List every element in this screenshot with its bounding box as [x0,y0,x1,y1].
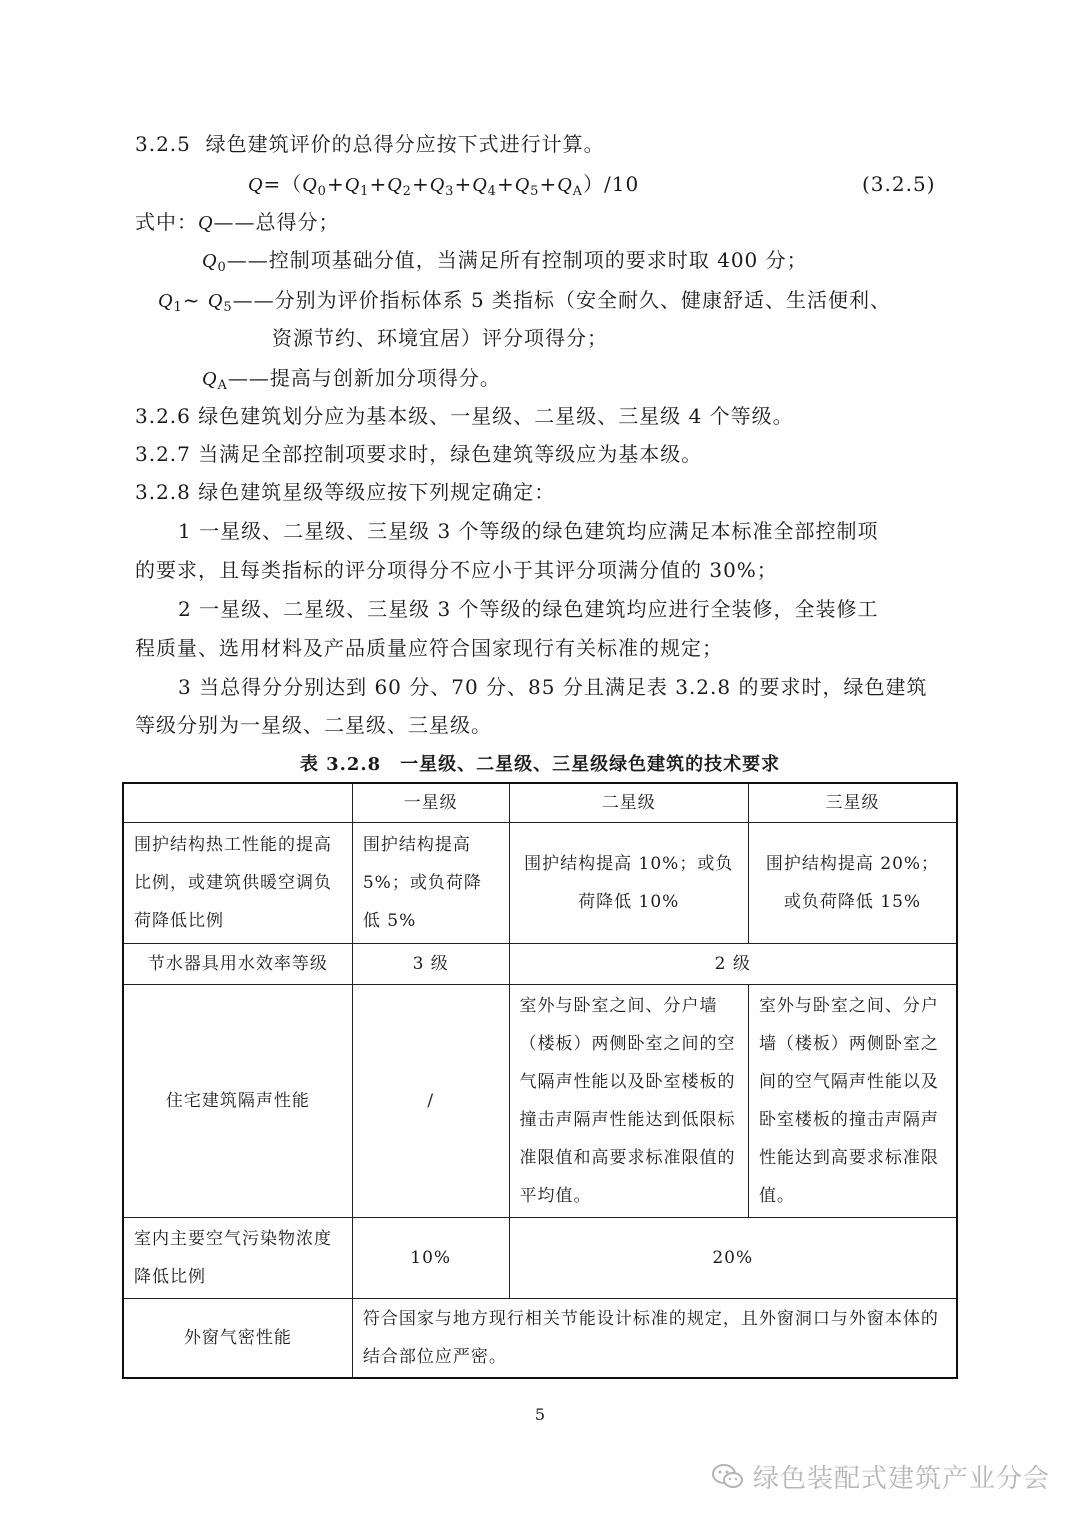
table-header-cell: 三星级 [748,783,957,823]
table-cell: 室外与卧室之间、分户墙（楼板）两侧卧室之间的空气隔声性能以及卧室楼板的撞击声隔声性能达到高要求标准限值。 [748,985,957,1218]
table-caption: 表 3.2.8 一星级、二星级、三星级绿色建筑的技术要求 [299,754,781,775]
item-3-line-2: 等级分别为一星级、二星级、三星级。 [135,713,492,737]
wechat-icon [711,1462,745,1492]
requirements-table [122,782,958,1379]
row-label: 围护结构热工性能的提高比例，或建筑供暖空调负荷降低比例 [123,823,352,944]
row-label: 节水器具用水效率等级 [123,944,352,985]
table-header-cell: 一星级 [352,783,509,823]
watermark-text: 绿色装配式建筑产业分会 [752,1464,1050,1494]
item-1-line-1: 1 一星级、二星级、三星级 3 个等级的绿色建筑均应满足本标准全部控制项 [178,519,879,543]
table-cell: 3 级 [352,944,509,985]
table-cell: 围护结构提高 10%；或负荷降低 10% [509,823,748,944]
table-header-row [123,783,957,823]
table-row [123,1299,957,1379]
definition-q0: $Q_0——$控制项基础分值，当满足所有控制项的要求时取 400 分； [202,248,808,275]
table-row [123,823,957,944]
table-cell: 2 级 [509,944,957,985]
clause-3-2-5: 3.2.5 绿色建筑评价的总得分应按下式进行计算。 [135,132,605,156]
item-2-line-1: 2 一星级、二星级、三星级 3 个等级的绿色建筑均应进行全装修，全装修工 [178,597,879,621]
row-label: 外窗气密性能 [123,1299,352,1379]
definition-q1-q5-cont: 资源节约、环境宜居）评分项得分； [272,326,608,350]
item-1-line-2: 的要求，且每类指标的评分项得分不应小于其评分项满分值的 30%； [135,558,778,582]
table-cell: 10% [352,1218,509,1299]
clause-3-2-7: 3.2.7 当满足全部控制项要求时，绿色建筑等级应为基本级。 [135,442,703,466]
clause-3-2-8: 3.2.8 绿色建筑星级等级应按下列规定确定： [135,480,556,504]
definition-qa: $Q_A——$提高与创新加分项得分。 [202,366,501,393]
clause-3-2-6: 3.2.6 绿色建筑划分应为基本级、一星级、二星级、三星级 4 个等级。 [135,404,794,428]
table-cell: 室外与卧室之间、分户墙（楼板）两侧卧室之间的空气隔声性能以及卧室楼板的撞击声隔声性能达到低限标准限值和高要求标准限值的平均值。 [509,985,748,1218]
item-3-line-1: 3 当总得分分别达到 60 分、70 分、85 分且满足表 3.2.8 的要求时，绿色建筑 [178,675,928,699]
table-cell: 符合国家与地方现行相关节能设计标准的规定，且外窗洞口与外窗本体的结合部位应严密。 [352,1299,957,1379]
definition-q: 式中：Q——总得分； [135,210,340,234]
watermark [711,1458,1050,1495]
item-2-line-2: 程质量、选用材料及产品质量应符合国家现行有关标准的规定； [135,636,723,660]
table-row [123,1218,957,1299]
table-cell: / [352,985,509,1218]
table-header-cell: 二星级 [509,783,748,823]
row-label: 住宅建筑隔声性能 [123,985,352,1218]
formula-number: (3.2.5) [862,172,936,196]
table-cell: 围护结构提高 20%；或负荷降低 15% [748,823,957,944]
row-label: 室内主要空气污染物浓度降低比例 [123,1218,352,1299]
table-row [123,944,957,985]
table-cell: 20% [509,1218,957,1299]
table-cell: 围护结构提高 5%；或负荷降低 5% [352,823,509,944]
table-header-cell [123,783,352,823]
table-row [123,985,957,1218]
formula-3-2-5: $Q=(Q_0+Q_1+Q_2+Q_3+Q_4+Q_5+Q_A)/10$ [248,172,640,199]
definition-q1-q5: $Q_1\sim$ $Q_5——$分别为评价指标体系 5 类指标（安全耐久、健康舒适、生活便利、 [158,288,892,315]
page-number: 5 [534,1405,546,1424]
